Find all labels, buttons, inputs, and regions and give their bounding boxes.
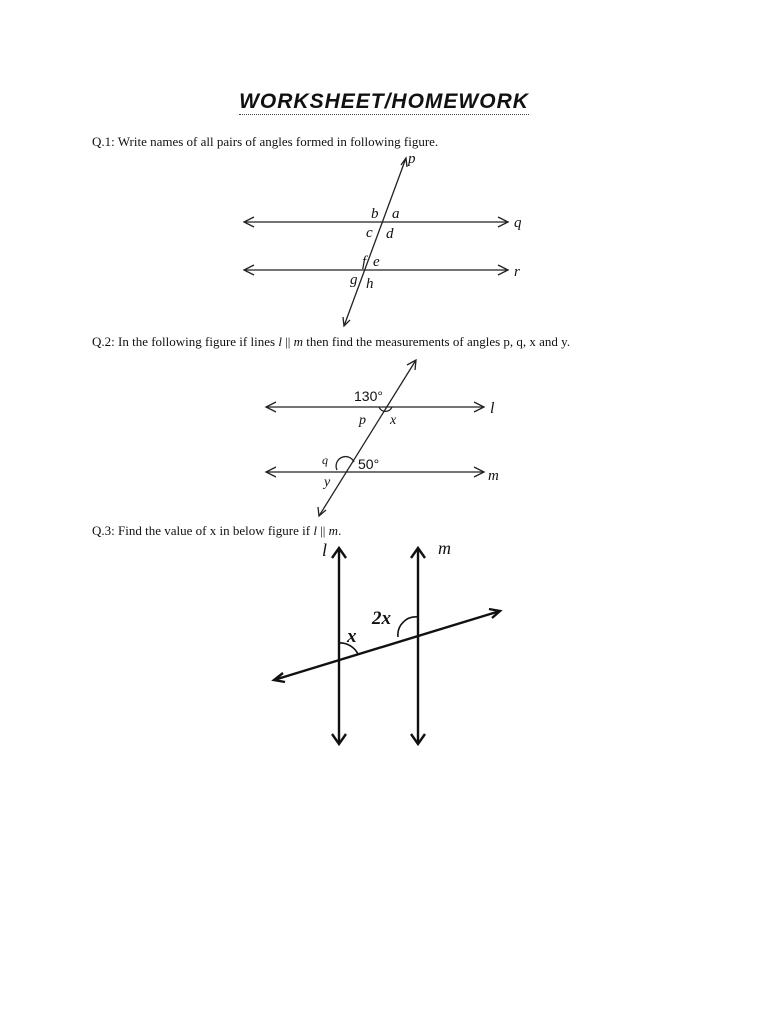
angle-x: x: [390, 413, 397, 428]
angle-b: b: [371, 206, 379, 222]
question-3-parallel-symbol: ||: [320, 523, 326, 538]
angle-e: e: [373, 254, 380, 270]
page-title: WORKSHEET/HOMEWORK: [239, 90, 529, 113]
angle-2x: 2x: [372, 608, 391, 629]
angle-50-label: 50°: [358, 456, 380, 472]
angle-q: q: [322, 453, 328, 467]
angle-y: y: [324, 475, 331, 490]
angle-g: g: [350, 272, 358, 288]
question-2-text-after: then find the measurements of angles p, q, x and y.: [306, 334, 571, 349]
question-2-line-l: l: [278, 334, 282, 349]
line-label-l: l: [490, 400, 495, 417]
question-2-text-before: In the following figure if lines: [118, 334, 276, 349]
question-1-label: Q.1:: [92, 134, 115, 149]
question-3-text-end: .: [338, 523, 342, 538]
question-2-label: Q.2:: [92, 334, 115, 349]
line-label-l: l: [322, 540, 328, 560]
question-3-text-before: Find the value of x in below figure if: [118, 523, 311, 538]
angle-a: a: [392, 206, 400, 222]
angle-f: f: [362, 254, 367, 270]
angle-c: c: [366, 225, 373, 241]
question-3-line-m: m: [328, 523, 339, 538]
question-1-text: Write names of all pairs of angles formed in following figure.: [117, 134, 439, 149]
angle-d: d: [386, 226, 394, 242]
question-2-line-m: m: [293, 334, 304, 349]
question-3-line-l: l: [313, 523, 317, 538]
line-label-m: m: [438, 538, 451, 558]
line-label-p: p: [408, 151, 416, 167]
angle-x: x: [347, 626, 357, 647]
question-2-parallel-symbol: ||: [285, 334, 291, 349]
question-3-label: Q.3:: [92, 523, 115, 538]
angle-h: h: [366, 276, 374, 292]
angle-p: p: [359, 413, 366, 428]
angle-130-label: 130°: [354, 388, 383, 404]
line-label-q: q: [514, 215, 522, 231]
line-label-m: m: [488, 468, 499, 484]
line-label-r: r: [514, 264, 520, 280]
